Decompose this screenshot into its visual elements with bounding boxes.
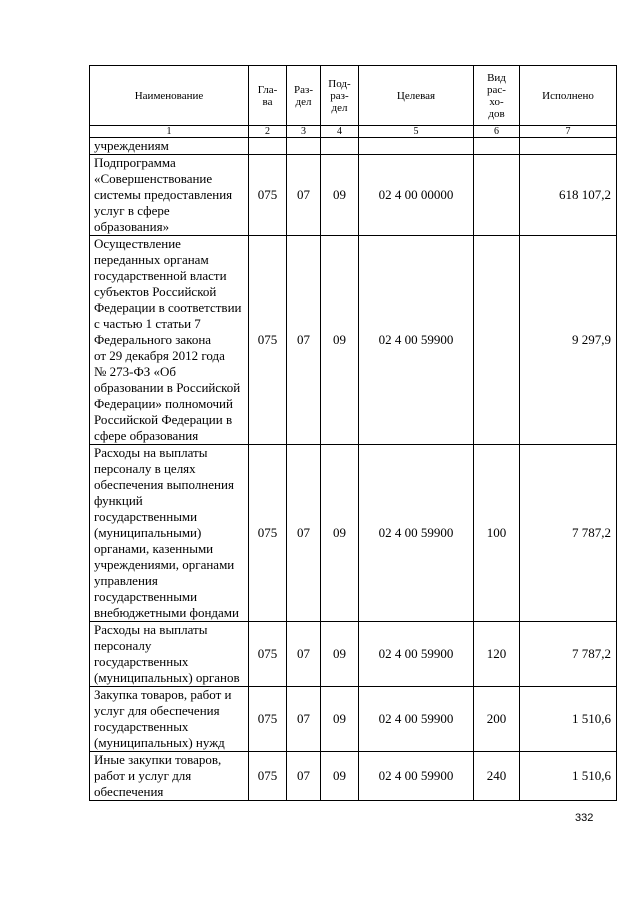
table-row xyxy=(90,155,617,236)
row-name: Осуществление переданных органам государственной власти субъектов Российской Федерации в соответствии с частью 1 статьи 7 Федерального закона от 29 декабря 2012 года № 273-ФЗ «Об образовании в Российской Федерации» полномочий Российской Федерации в сфере образования xyxy=(90,236,249,445)
table-row xyxy=(90,236,617,445)
table-row xyxy=(90,752,617,801)
budget-table xyxy=(89,65,617,801)
row-celevaya: 02 4 00 59900 xyxy=(359,687,474,752)
row-podrazdel: 09 xyxy=(321,445,359,622)
row-razdel: 07 xyxy=(287,236,321,445)
row-razdel: 07 xyxy=(287,155,321,236)
row-glava: 075 xyxy=(249,236,287,445)
row-vid xyxy=(474,155,520,236)
row-celevaya: 02 4 00 59900 xyxy=(359,622,474,687)
table-row xyxy=(90,622,617,687)
column-number: 7 xyxy=(520,126,617,138)
column-number: 3 xyxy=(287,126,321,138)
table-row xyxy=(90,687,617,752)
row-razdel: 07 xyxy=(287,622,321,687)
table-row xyxy=(90,138,617,155)
column-number: 2 xyxy=(249,126,287,138)
row-ispolneno: 1 510,6 xyxy=(520,687,617,752)
row-razdel xyxy=(287,138,321,155)
table-row xyxy=(90,445,617,622)
row-vid: 120 xyxy=(474,622,520,687)
header-name: Наименование xyxy=(90,66,249,126)
row-razdel: 07 xyxy=(287,687,321,752)
page-number: 332 xyxy=(575,812,594,824)
row-name: Расходы на выплаты персоналу государственных (муниципальных) органов xyxy=(90,622,249,687)
header-razdel: Раз- дел xyxy=(287,66,321,126)
row-glava: 075 xyxy=(249,687,287,752)
row-name: Подпрограмма «Совершенствование системы предоставления услуг в сфере образования» xyxy=(90,155,249,236)
row-celevaya: 02 4 00 59900 xyxy=(359,445,474,622)
row-podrazdel: 09 xyxy=(321,236,359,445)
column-number: 1 xyxy=(90,126,249,138)
column-number-row xyxy=(90,126,617,138)
row-ispolneno: 7 787,2 xyxy=(520,622,617,687)
row-ispolneno: 1 510,6 xyxy=(520,752,617,801)
row-vid: 100 xyxy=(474,445,520,622)
row-celevaya: 02 4 00 00000 xyxy=(359,155,474,236)
row-glava: 075 xyxy=(249,752,287,801)
column-number: 4 xyxy=(321,126,359,138)
header-ispolneno: Исполнено xyxy=(520,66,617,126)
row-celevaya: 02 4 00 59900 xyxy=(359,752,474,801)
header-podrazdel: Под- раз- дел xyxy=(321,66,359,126)
row-glava: 075 xyxy=(249,445,287,622)
row-ispolneno: 7 787,2 xyxy=(520,445,617,622)
header-celevaya: Целевая xyxy=(359,66,474,126)
row-glava xyxy=(249,138,287,155)
row-vid: 200 xyxy=(474,687,520,752)
row-name: учреждениям xyxy=(90,138,249,155)
row-ispolneno: 618 107,2 xyxy=(520,155,617,236)
row-ispolneno xyxy=(520,138,617,155)
row-podrazdel: 09 xyxy=(321,622,359,687)
column-number: 5 xyxy=(359,126,474,138)
header-row xyxy=(90,66,617,126)
row-glava: 075 xyxy=(249,155,287,236)
header-glava: Гла- ва xyxy=(249,66,287,126)
row-vid xyxy=(474,236,520,445)
row-podrazdel: 09 xyxy=(321,752,359,801)
row-name: Закупка товаров, работ и услуг для обеспечения государственных (муниципальных) нужд xyxy=(90,687,249,752)
row-name: Иные закупки товаров, работ и услуг для обеспечения xyxy=(90,752,249,801)
row-name: Расходы на выплаты персоналу в целях обеспечения выполнения функций государственными (муниципальными) органами, казенными учреждениями, органами управления государственными внебюджетными фондами xyxy=(90,445,249,622)
row-podrazdel xyxy=(321,138,359,155)
header-vid: Вид рас- хо- дов xyxy=(474,66,520,126)
row-podrazdel: 09 xyxy=(321,687,359,752)
row-razdel: 07 xyxy=(287,445,321,622)
row-razdel: 07 xyxy=(287,752,321,801)
row-ispolneno: 9 297,9 xyxy=(520,236,617,445)
row-glava: 075 xyxy=(249,622,287,687)
row-celevaya: 02 4 00 59900 xyxy=(359,236,474,445)
row-podrazdel: 09 xyxy=(321,155,359,236)
row-celevaya xyxy=(359,138,474,155)
column-number: 6 xyxy=(474,126,520,138)
row-vid: 240 xyxy=(474,752,520,801)
row-vid xyxy=(474,138,520,155)
